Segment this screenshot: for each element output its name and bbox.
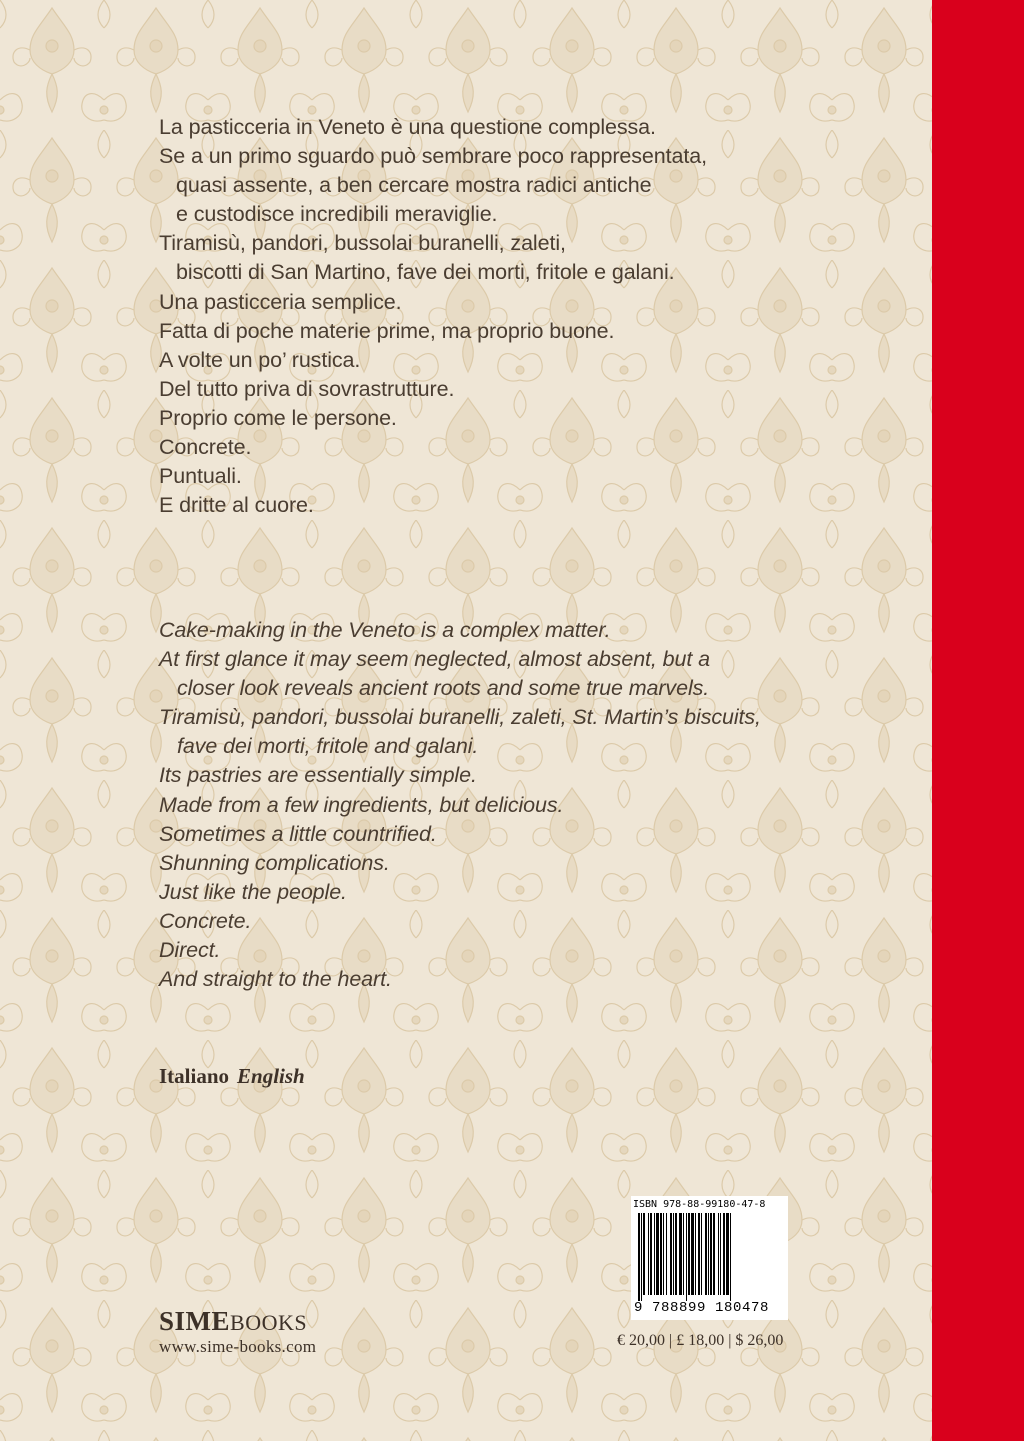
barcode-bar: [670, 1213, 672, 1295]
italian-line: La pasticceria in Veneto è una questione complessa.: [159, 115, 656, 139]
barcode-bar: [720, 1213, 721, 1295]
barcode-bar: [726, 1213, 729, 1295]
italian-line: Puntuali.: [159, 464, 242, 489]
barcode-bar: [666, 1213, 667, 1295]
barcode-bar: [663, 1213, 664, 1295]
barcode-bar: [643, 1213, 645, 1295]
publisher-website: www.sime-books.com: [159, 1337, 317, 1356]
english-line: Concrete.: [159, 908, 252, 933]
red-spine-band: [932, 0, 1024, 1441]
barcode-bar: [698, 1213, 700, 1295]
italian-line: E dritte al cuore.: [159, 493, 314, 518]
italian-line: Proprio come le persone.: [159, 405, 397, 430]
barcode-bar: [691, 1213, 694, 1295]
english-line: Shunning complications.: [159, 850, 390, 875]
barcode-bar: [701, 1213, 702, 1295]
barcode-bar: [660, 1213, 662, 1295]
barcode-bar: [695, 1213, 696, 1295]
italian-line: Fatta di poche materie prime, ma proprio buone.: [159, 318, 615, 343]
english-line: fave dei morti, fritole and galani.: [177, 734, 479, 759]
language-english: English: [237, 1064, 305, 1088]
italian-line: Concrete.: [159, 435, 252, 460]
english-line: closer look reveals ancient roots and some true marvels.: [177, 676, 710, 701]
barcode-bars: [636, 1213, 784, 1301]
english-line: Cake-making in the Veneto is a complex matter.: [159, 618, 611, 642]
barcode-bar: [641, 1213, 642, 1301]
barcode-bar: [710, 1213, 712, 1295]
barcode-bar: [705, 1213, 707, 1295]
barcode-bar: [683, 1213, 684, 1295]
english-line: Its pastries are essentially simple.: [159, 763, 477, 788]
italian-line: Tiramisù, pandori, bussolai buranelli, zaleti,: [159, 231, 566, 256]
english-blurb: [159, 616, 761, 994]
barcode-bar: [675, 1213, 677, 1295]
barcode-bar: [723, 1213, 725, 1295]
barcode-bar: [679, 1213, 682, 1295]
english-line: Made from a few ingredients, but delicious.: [159, 792, 564, 817]
italian-line: quasi assente, a ben cercare mostra radici antiche: [176, 173, 652, 198]
language-list: [159, 1064, 305, 1089]
barcode-bar: [673, 1213, 674, 1295]
barcode-bar: [648, 1213, 649, 1295]
italian-line: A volte un po’ rustica.: [159, 347, 361, 372]
english-line: Tiramisù, pandori, bussolai buranelli, zaleti, St. Martin’s biscuits,: [159, 705, 761, 730]
isbn-number: ISBN 978-88-99180-47-8: [633, 1199, 766, 1210]
english-line: Just like the people.: [159, 879, 347, 904]
barcode-bar: [638, 1213, 640, 1301]
italian-line: Una pasticceria semplice.: [159, 289, 402, 314]
price-list: € 20,00 | £ 18,00 | $ 26,00: [617, 1332, 784, 1349]
barcode-bar: [650, 1213, 652, 1295]
barcode-bar: [708, 1213, 709, 1295]
italian-line: e custodisce incredibili meraviglie.: [176, 202, 498, 227]
barcode-bar: [654, 1213, 655, 1295]
barcode-bar: [713, 1213, 715, 1295]
publisher-logo-books: BOOKS: [230, 1310, 308, 1335]
italian-line: Del tutto priva di sovrastrutture.: [159, 376, 455, 401]
publisher-logo-sime: SIME: [159, 1306, 231, 1336]
barcode-bar: [730, 1213, 731, 1301]
barcode-bar: [686, 1213, 687, 1301]
barcode-bar: [688, 1213, 690, 1295]
publisher-logo: [159, 1306, 307, 1337]
italian-blurb: [159, 113, 707, 520]
english-line: Direct.: [159, 938, 221, 963]
language-italian: Italiano: [159, 1064, 230, 1088]
english-line: Sometimes a little countrified.: [159, 821, 437, 846]
english-line: And straight to the heart.: [159, 967, 392, 992]
barcode-digits: 9 788899 180478: [634, 1300, 770, 1316]
italian-line: biscotti di San Martino, fave dei morti, fritole e galani.: [176, 260, 675, 285]
english-line: At first glance it may seem neglected, almost absent, but a: [159, 647, 710, 672]
barcode-bar: [656, 1213, 659, 1295]
italian-line: Se a un primo sguardo può sembrare poco rappresentata,: [159, 144, 707, 169]
barcode-bar: [718, 1213, 719, 1295]
